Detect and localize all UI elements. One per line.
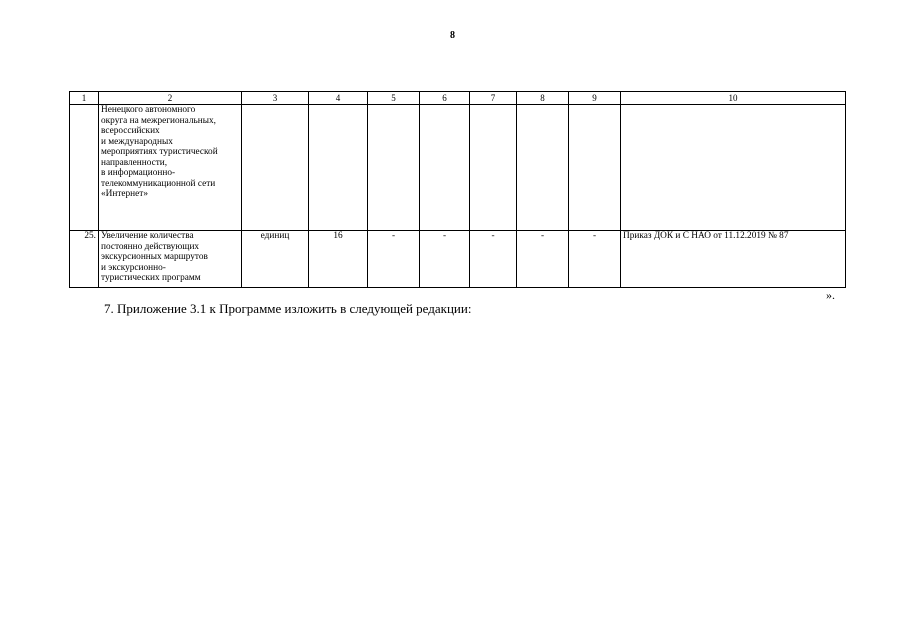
amendment-paragraph: 7. Приложение 3.1 к Программе изложить в следующей редакции: — [104, 301, 472, 316]
column-header: 1 — [70, 92, 99, 105]
source-cell — [621, 105, 846, 231]
table-row — [70, 105, 846, 231]
value-cell: - — [470, 231, 517, 288]
value-cell — [470, 105, 517, 231]
row-number — [70, 105, 99, 231]
value-cell — [309, 105, 368, 231]
value-cell — [569, 105, 621, 231]
column-header: 6 — [420, 92, 470, 105]
value-cell — [420, 105, 470, 231]
row-number: 25. — [70, 231, 99, 288]
source-cell: Приказ ДОК и С НАО от 11.12.2019 № 87 — [621, 231, 846, 288]
column-header: 4 — [309, 92, 368, 105]
value-cell — [517, 105, 569, 231]
column-header: 5 — [368, 92, 420, 105]
value-cell: - — [517, 231, 569, 288]
column-header: 8 — [517, 92, 569, 105]
data-table — [69, 91, 846, 288]
value-cell: 16 — [309, 231, 368, 288]
value-cell — [368, 105, 420, 231]
column-header: 7 — [470, 92, 517, 105]
value-cell: - — [368, 231, 420, 288]
unit-cell — [242, 105, 309, 231]
value-cell: - — [569, 231, 621, 288]
column-header: 10 — [621, 92, 846, 105]
column-header: 3 — [242, 92, 309, 105]
indicator-name: Ненецкого автономного округа на межрегиональных, всероссийских и международных мероприятиях туристической направленности, в информационно- телекоммуникационной сети «Интернет» — [99, 105, 242, 231]
closing-quote: ». — [826, 288, 835, 302]
table-row — [70, 231, 846, 288]
column-header: 9 — [569, 92, 621, 105]
unit-cell: единиц — [242, 231, 309, 288]
table-header-row — [70, 92, 846, 105]
page-number: 8 — [450, 30, 455, 41]
indicator-name: Увеличение количества постоянно действующих экскурсионных маршрутов и экскурсионно- туристических программ — [99, 231, 242, 288]
value-cell: - — [420, 231, 470, 288]
column-header: 2 — [99, 92, 242, 105]
